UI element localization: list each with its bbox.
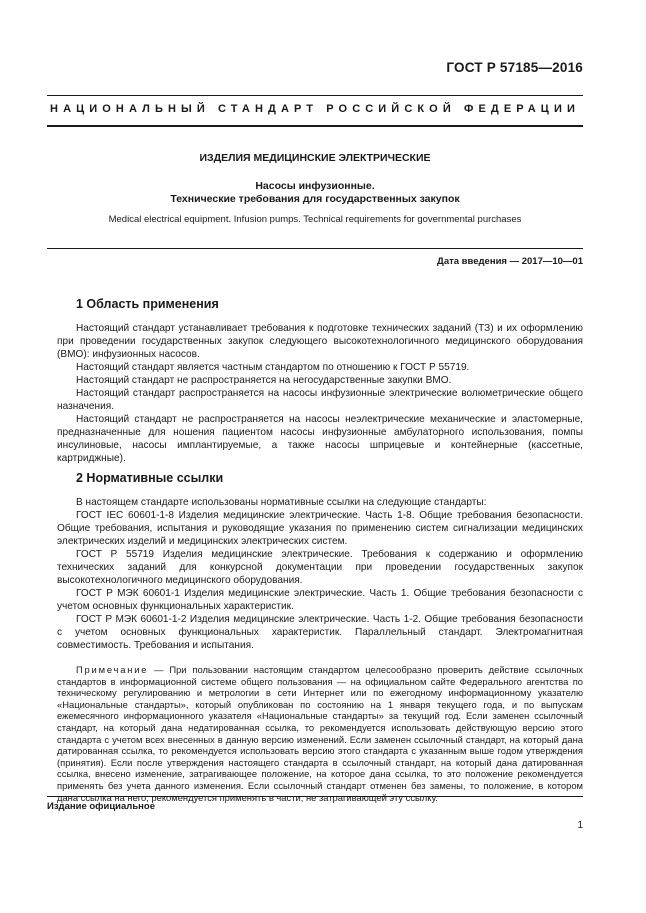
paragraph: Настоящий стандарт устанавливает требования к подготовке технических заданий (ТЗ) и их оформлению при проведении государственных закупок следующего высокотехнологичного медицинского оборудования (ВМО): инфузионных насосов. [57, 323, 583, 360]
section-normative-references [57, 470, 583, 652]
paragraph: Настоящий стандарт распространяется на насосы инфузионные электрические волюметрические общего назначения. [57, 388, 583, 412]
note-label: Примечание [76, 664, 149, 675]
reference-item: ГОСТ Р 55719 Изделия медицинские электрические. Требования к содержанию и оформлению технических заданий для конкурсной документации при проведении государственных закупок высокотехнологичного медицинского оборудования. [57, 549, 583, 586]
subtitle-line: Насосы инфузионные. [255, 180, 375, 192]
paragraph: В настоящем стандарте использованы нормативные ссылки на следующие стандарты: [76, 497, 487, 508]
reference-item: ГОСТ IEC 60601-1-8 Изделия медицинские электрические. Часть 1-8. Общие требования безопасности. Общие требования, испытания и руководящие указания по применению систем сигнализации медицинских электрических изделий и медицинских электрических систем. [57, 510, 583, 547]
intro-date: Дата введения — 2017—10—01 [437, 256, 583, 267]
page-number: 1 [577, 820, 583, 831]
section-heading: 1 Область применения [76, 297, 219, 311]
reference-item: ГОСТ Р МЭК 60601-1 Изделия медицинские электрические. Часть 1. Общие требования безопасности с учетом основных функциональных характеристик. [57, 588, 583, 612]
section-scope [57, 296, 583, 465]
english-title: Medical electrical equipment. Infusion pumps. Technical requirements for governmental purchases [108, 214, 522, 225]
intro-date-rule [47, 248, 583, 249]
header-bottom-rule [47, 125, 583, 127]
edition-label: Издание официальное [47, 801, 155, 812]
document-subtitle [47, 180, 583, 206]
standard-type-title: НАЦИОНАЛЬНЫЙ СТАНДАРТ РОССИЙСКОЙ ФЕДЕРАЦИИ [50, 103, 580, 115]
header-top-rule [47, 95, 583, 96]
paragraph: Настоящий стандарт является частным стандартом по отношению к ГОСТ Р 55719. [76, 362, 470, 373]
paragraph: Настоящий стандарт не распространяется на негосударственные закупки ВМО. [76, 375, 452, 386]
note-text: — При пользовании настоящим стандартом целесообразно проверить действие ссылочных стандартов в информационной системе общего пользования — на официальном сайте Федерального агентства по техническому регулированию и метрологии в сети Интернет или по ежегодному информационному указателю «Национальные стандарты», который опубликован по состоянию на 1 января текущего года, и по выпускам ежемесячного информационного указателя «Национальные стандарты» за текущий год. Если заменен ссылочный стандарт, на который дана недатированная ссылка, то рекомендуется использовать действующую версию этого стандарта с учетом всех внесенных в данную версию изменений. Если заменен ссылочный стандарт, на который дана датированная ссылка, то рекомендуется использовать версию этого стандарта с указанным выше годом утверждения (принятия). Если после утверждения настоящего стандарта в ссылочный стандарт, на который дана датированная ссылка, внесено изменение, затрагивающее положение, на которое дана ссылка, то это положение рекомендуется применять без учета данного изменения. Если ссылочный стандарт отменен без замены, то положение, в котором дана ссылка на него, рекомендуется применять в части, не затрагивающей эту ссылку. [57, 664, 583, 803]
footer-rule [47, 796, 583, 797]
section-heading: 2 Нормативные ссылки [76, 471, 224, 485]
paragraph: Настоящий стандарт не распространяется на насосы неэлектрические механические и эластомерные, предназначенные для ношения пациентом насосы инфузионные амбулаторного использования, помпы инсулиновые, насосы имплантируемые, а также насосы шприцевые и контейнерные (кассетные, картриджные). [57, 414, 583, 464]
document-title: ИЗДЕЛИЯ МЕДИЦИНСКИЕ ЭЛЕКТРИЧЕСКИЕ [199, 152, 431, 164]
reference-item: ГОСТ Р МЭК 60601-1-2 Изделия медицинские электрические. Часть 1-2. Общие требования безопасности с учетом основных функциональных характеристик. Параллельный стандарт. Электромагнитная совместимость. Требования и испытания. [57, 614, 583, 651]
subtitle-line: Технические требования для государственных закупок [170, 193, 460, 205]
document-number: ГОСТ Р 57185—2016 [446, 60, 583, 75]
note [57, 664, 583, 803]
